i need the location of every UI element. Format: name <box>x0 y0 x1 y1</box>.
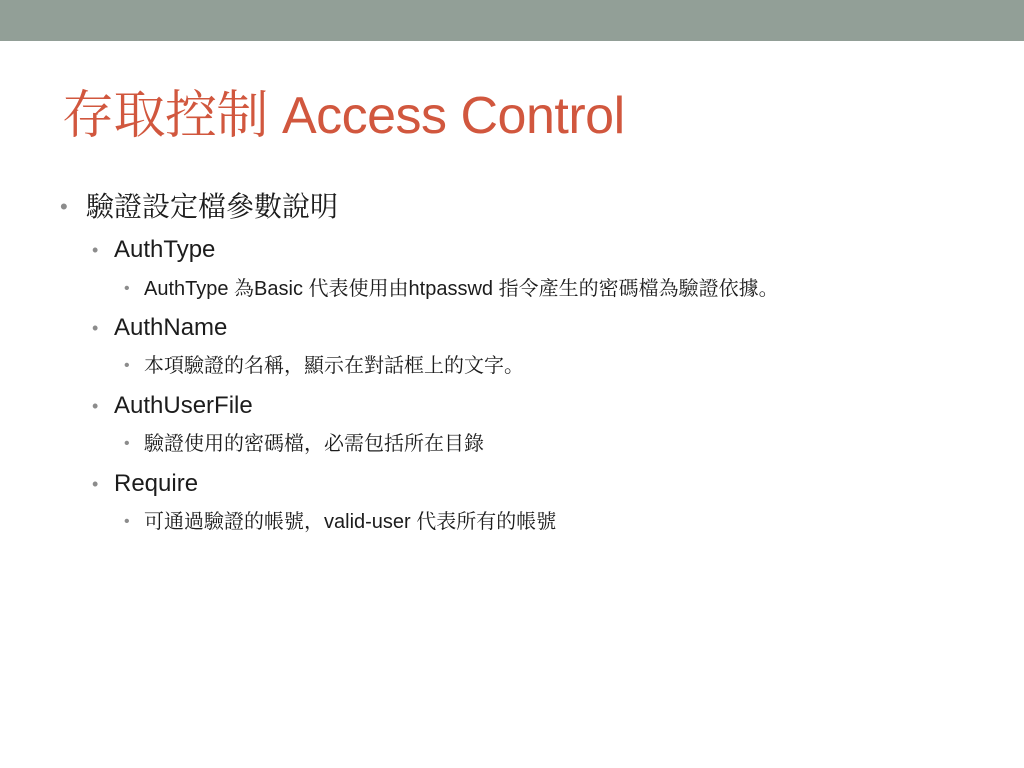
bullet-dot-icon: • <box>124 513 130 530</box>
bullet-require-desc <box>124 509 557 535</box>
bullet-authname <box>92 313 228 343</box>
bullet-authuserfile-desc <box>124 431 484 457</box>
bullet-authuserfile <box>92 391 253 421</box>
bullet-require <box>92 469 199 499</box>
slide-title: 存取控制 Access Control <box>62 87 625 145</box>
bullet-authtype-label: AuthType <box>114 236 216 263</box>
bullet-authname-label: AuthName <box>114 314 228 341</box>
bullet-dot-icon: • <box>60 194 68 219</box>
bullet-dot-icon: • <box>92 240 99 260</box>
bullet-dot-icon: • <box>92 318 99 338</box>
bullet-heading-text: 驗證設定檔參數說明 <box>86 191 339 222</box>
bullet-dot-icon: • <box>92 474 99 494</box>
bullet-authtype-desc-text: AuthType 為Basic 代表使用由htpasswd 指令產生的密碼檔為驗證依據。 <box>144 278 779 300</box>
bullet-dot-icon: • <box>124 435 130 452</box>
bullet-dot-icon: • <box>124 357 130 374</box>
bullet-authtype <box>92 235 216 265</box>
bullet-heading <box>60 190 339 224</box>
bullet-authname-desc-text: 本項驗證的名稱，顯示在對話框上的文字。 <box>144 355 524 377</box>
bullet-authuserfile-label: AuthUserFile <box>114 392 253 419</box>
bullet-dot-icon: • <box>124 280 130 297</box>
bullet-authtype-desc <box>124 276 779 302</box>
bullet-authuserfile-desc-text: 驗證使用的密碼檔，必需包括所在目錄 <box>144 433 484 455</box>
bullet-dot-icon: • <box>92 396 99 416</box>
bullet-require-label: Require <box>114 470 199 497</box>
bullet-require-desc-text: 可通過驗證的帳號，valid-user 代表所有的帳號 <box>144 511 557 533</box>
bullet-authname-desc <box>124 353 524 379</box>
